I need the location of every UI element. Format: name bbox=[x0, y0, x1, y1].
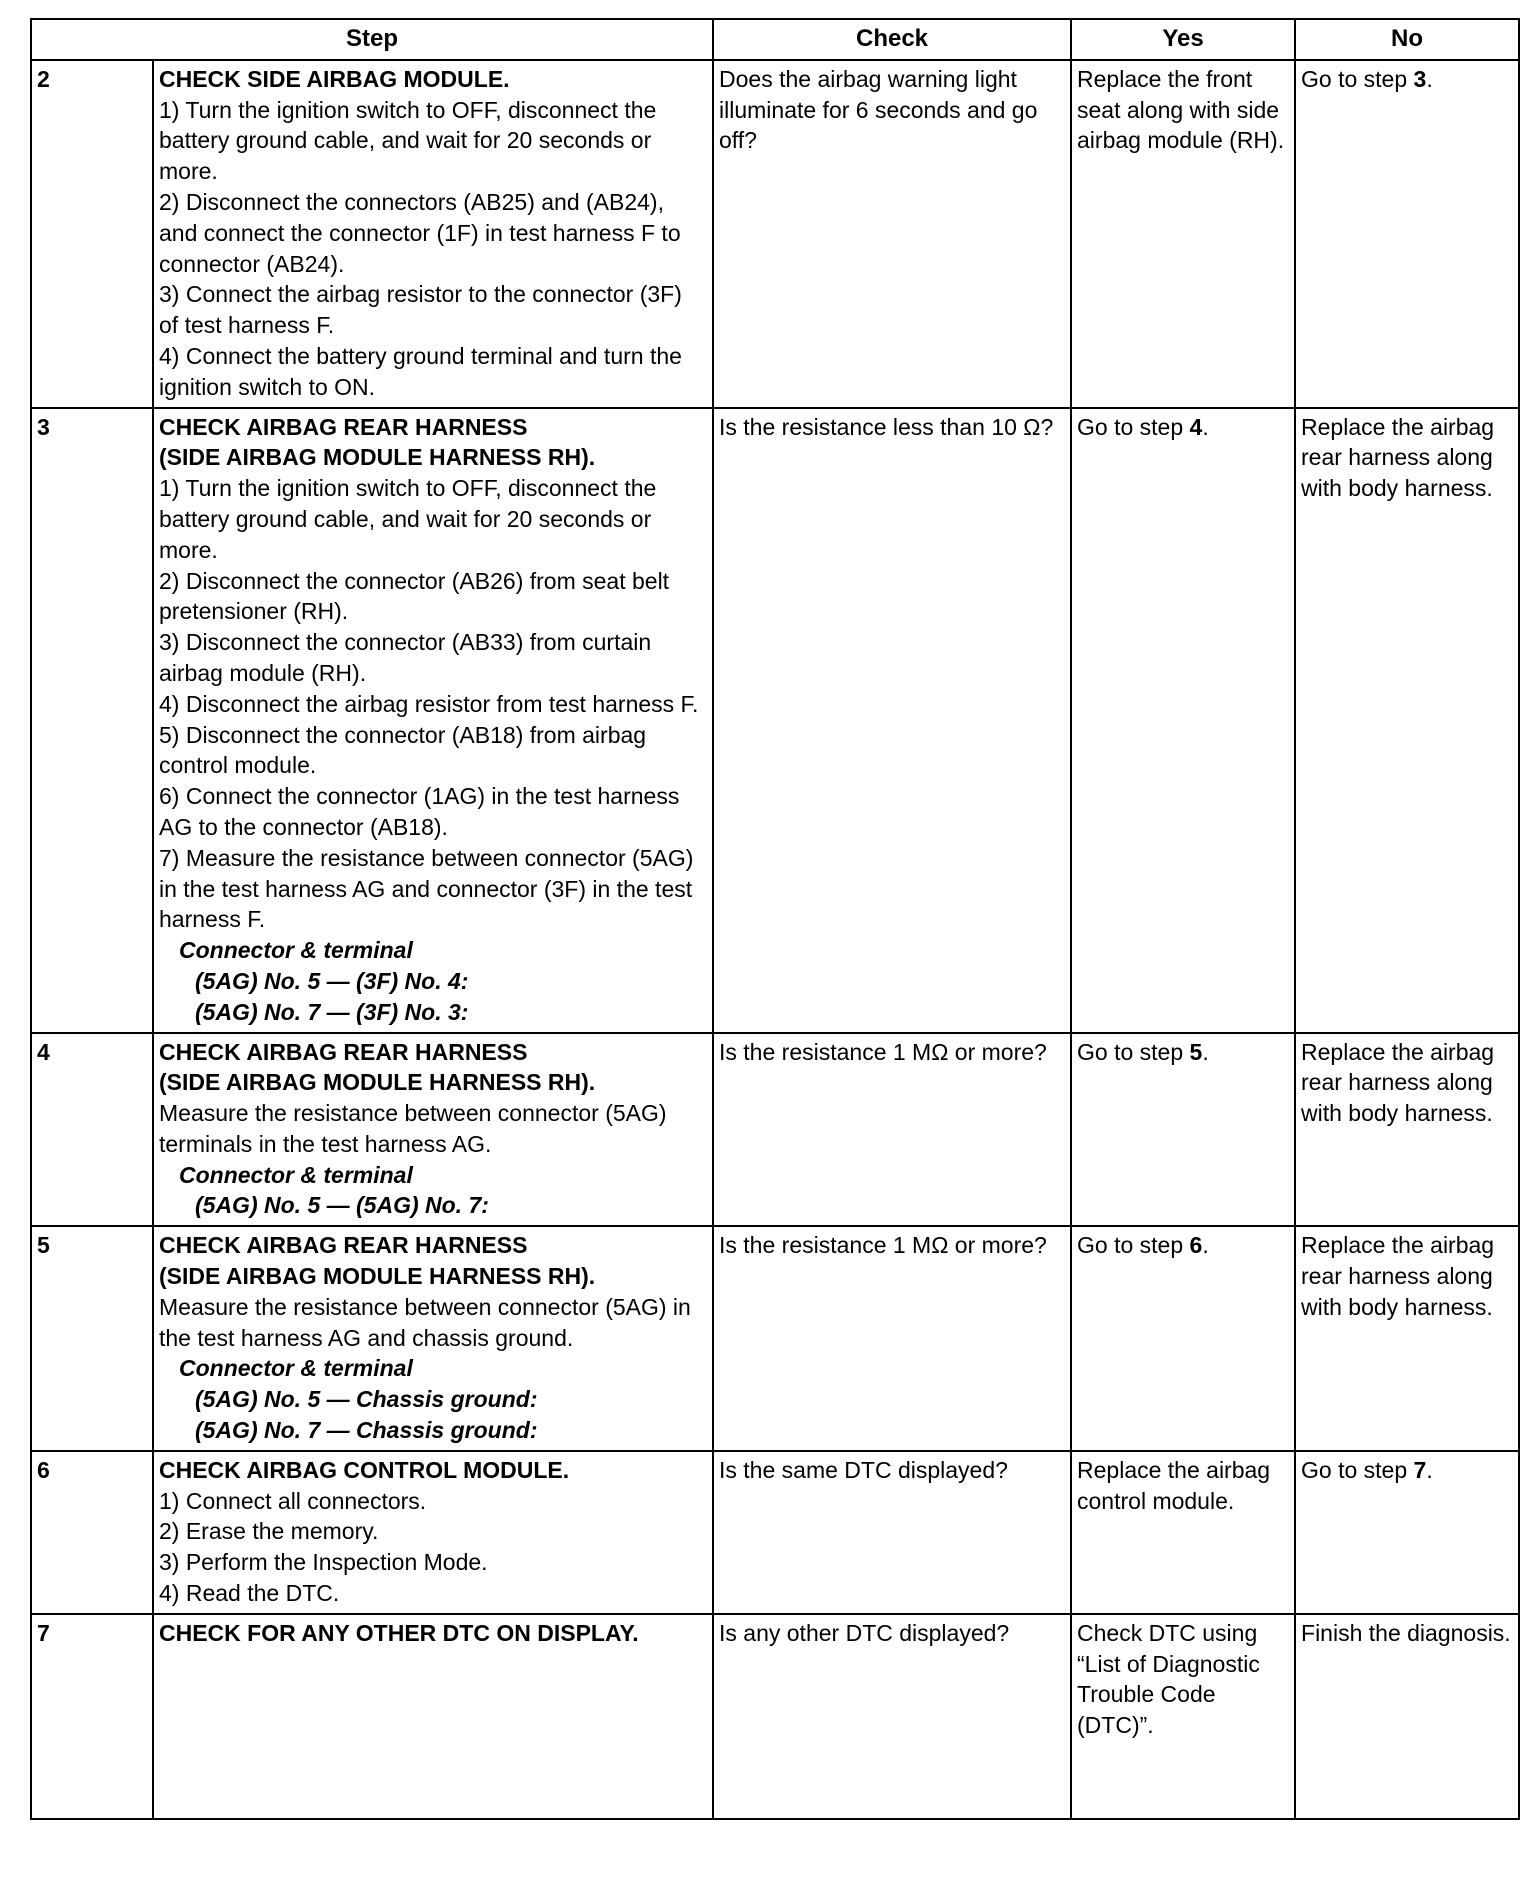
yes-cell: Check DTC using “List of Diagnostic Trouble Code (DTC)”. bbox=[1071, 1614, 1295, 1819]
yes-punct: . bbox=[1202, 413, 1209, 440]
table-row bbox=[31, 408, 1519, 1033]
step-line: 2) Erase the memory. bbox=[159, 1518, 379, 1545]
yes-text: Go to step bbox=[1077, 1232, 1190, 1259]
step-title: (SIDE AIRBAG MODULE HARNESS RH). bbox=[159, 1069, 596, 1096]
yes-cell: Replace the front seat along with side airbag module (RH). bbox=[1071, 60, 1295, 408]
yes-cell bbox=[1071, 1033, 1295, 1227]
header-yes: Yes bbox=[1071, 19, 1295, 60]
yes-step-ref: 5 bbox=[1189, 1038, 1203, 1065]
step-title: CHECK AIRBAG REAR HARNESS bbox=[159, 1038, 528, 1065]
step-line: 4) Connect the battery ground terminal and turn the ignition switch to ON. bbox=[159, 342, 682, 400]
terminal-spec: (5AG) No. 5 — (5AG) No. 7: bbox=[195, 1192, 489, 1219]
check-cell: Is the resistance less than 10 Ω? bbox=[713, 408, 1071, 1033]
no-punct: . bbox=[1426, 1456, 1433, 1483]
no-cell: Finish the diagnosis. bbox=[1295, 1614, 1519, 1819]
step-instructions bbox=[153, 1226, 713, 1451]
yes-step-ref: 4 bbox=[1189, 413, 1203, 440]
terminal-label: Connector & terminal bbox=[179, 937, 413, 964]
yes-cell bbox=[1071, 1226, 1295, 1451]
terminal-spec: (5AG) No. 7 — (3F) No. 3: bbox=[195, 998, 469, 1025]
table-row bbox=[31, 1033, 1519, 1227]
check-cell: Is the resistance 1 MΩ or more? bbox=[713, 1226, 1071, 1451]
yes-step-ref: 6 bbox=[1189, 1232, 1203, 1259]
step-line: Measure the resistance between connector (5AG) in the test harness AG and chassis ground. bbox=[159, 1293, 691, 1351]
yes-text: Go to step bbox=[1077, 1038, 1190, 1065]
step-title: CHECK AIRBAG REAR HARNESS bbox=[159, 1232, 528, 1259]
step-line: 6) Connect the connector (1AG) in the test harness AG to the connector (AB18). bbox=[159, 783, 680, 840]
yes-punct: . bbox=[1202, 1038, 1209, 1065]
table-row bbox=[31, 60, 1519, 408]
step-number: 2 bbox=[31, 60, 153, 408]
no-cell bbox=[1295, 1451, 1519, 1614]
step-line: 5) Disconnect the connector (AB18) from airbag control module. bbox=[159, 721, 647, 779]
check-cell: Is the resistance 1 MΩ or more? bbox=[713, 1033, 1071, 1227]
step-number: 6 bbox=[31, 1451, 153, 1614]
step-line: 2) Disconnect the connectors (AB25) and (AB24), and connect the connector (1F) in test harness F to connector (AB24). bbox=[159, 188, 681, 277]
step-line: 4) Read the DTC. bbox=[159, 1580, 340, 1607]
diagnostic-procedure-page bbox=[30, 18, 1511, 1820]
terminal-label: Connector & terminal bbox=[179, 1355, 413, 1382]
step-title: (SIDE AIRBAG MODULE HARNESS RH). bbox=[159, 1263, 596, 1290]
table-row bbox=[31, 1614, 1519, 1819]
step-instructions bbox=[153, 60, 713, 408]
yes-punct: . bbox=[1202, 1232, 1209, 1259]
check-cell: Is any other DTC displayed? bbox=[713, 1614, 1071, 1819]
no-text: Go to step bbox=[1301, 65, 1414, 92]
step-title: CHECK AIRBAG CONTROL MODULE. bbox=[159, 1456, 570, 1483]
step-title: CHECK FOR ANY OTHER DTC ON DISPLAY. bbox=[159, 1619, 639, 1646]
header-check: Check bbox=[713, 19, 1071, 60]
no-step-ref: 7 bbox=[1413, 1456, 1427, 1483]
step-line: 1) Turn the ignition switch to OFF, disconnect the battery ground cable, and wait for 20 seconds or more. bbox=[159, 475, 657, 563]
step-number: 7 bbox=[31, 1614, 153, 1819]
step-line: 4) Disconnect the airbag resistor from test harness F. bbox=[159, 690, 699, 717]
table-row bbox=[31, 1226, 1519, 1451]
step-title: CHECK AIRBAG REAR HARNESS bbox=[159, 413, 528, 440]
no-text: Go to step bbox=[1301, 1456, 1414, 1483]
no-cell bbox=[1295, 60, 1519, 408]
step-line: 7) Measure the resistance between connector (5AG) in the test harness AG and connector (3F) in the test harness F. bbox=[159, 844, 694, 933]
step-line: 1) Connect all connectors. bbox=[159, 1487, 427, 1514]
terminal-spec: (5AG) No. 5 — Chassis ground: bbox=[195, 1386, 538, 1413]
terminal-spec: (5AG) No. 7 — Chassis ground: bbox=[195, 1417, 538, 1444]
step-instructions bbox=[153, 1614, 713, 1819]
step-instructions bbox=[153, 408, 713, 1033]
yes-text: Go to step bbox=[1077, 413, 1190, 440]
step-title: CHECK SIDE AIRBAG MODULE. bbox=[159, 65, 510, 92]
check-cell: Does the airbag warning light illuminate for 6 seconds and go off? bbox=[713, 60, 1071, 408]
step-instructions bbox=[153, 1451, 713, 1614]
no-cell: Replace the airbag rear harness along with body harness. bbox=[1295, 408, 1519, 1033]
step-number: 3 bbox=[31, 408, 153, 1033]
step-number: 5 bbox=[31, 1226, 153, 1451]
yes-cell: Replace the airbag control module. bbox=[1071, 1451, 1295, 1614]
step-line: 3) Perform the Inspection Mode. bbox=[159, 1549, 488, 1576]
step-title: (SIDE AIRBAG MODULE HARNESS RH). bbox=[159, 444, 596, 471]
no-cell: Replace the airbag rear harness along with body harness. bbox=[1295, 1033, 1519, 1227]
step-number: 4 bbox=[31, 1033, 153, 1227]
table-row bbox=[31, 1451, 1519, 1614]
step-line: 1) Turn the ignition switch to OFF, disconnect the battery ground cable, and wait for 20 seconds or more. bbox=[159, 96, 657, 185]
yes-cell bbox=[1071, 408, 1295, 1033]
terminal-spec: (5AG) No. 5 — (3F) No. 4: bbox=[195, 967, 469, 994]
header-step: Step bbox=[31, 19, 713, 60]
step-line: 3) Connect the airbag resistor to the connector (3F) of test harness F. bbox=[159, 281, 682, 339]
no-cell: Replace the airbag rear harness along with body harness. bbox=[1295, 1226, 1519, 1451]
check-cell: Is the same DTC displayed? bbox=[713, 1451, 1071, 1614]
step-instructions bbox=[153, 1033, 713, 1227]
table-header-row bbox=[31, 19, 1519, 60]
step-line: Measure the resistance between connector (5AG) terminals in the test harness AG. bbox=[159, 1100, 667, 1157]
terminal-label: Connector & terminal bbox=[179, 1161, 413, 1188]
header-no: No bbox=[1295, 19, 1519, 60]
step-line: 2) Disconnect the connector (AB26) from seat belt pretensioner (RH). bbox=[159, 567, 670, 625]
no-step-ref: 3 bbox=[1413, 65, 1427, 92]
step-line: 3) Disconnect the connector (AB33) from curtain airbag module (RH). bbox=[159, 629, 652, 686]
no-punct: . bbox=[1426, 65, 1433, 92]
diagnostic-table bbox=[30, 18, 1520, 1820]
